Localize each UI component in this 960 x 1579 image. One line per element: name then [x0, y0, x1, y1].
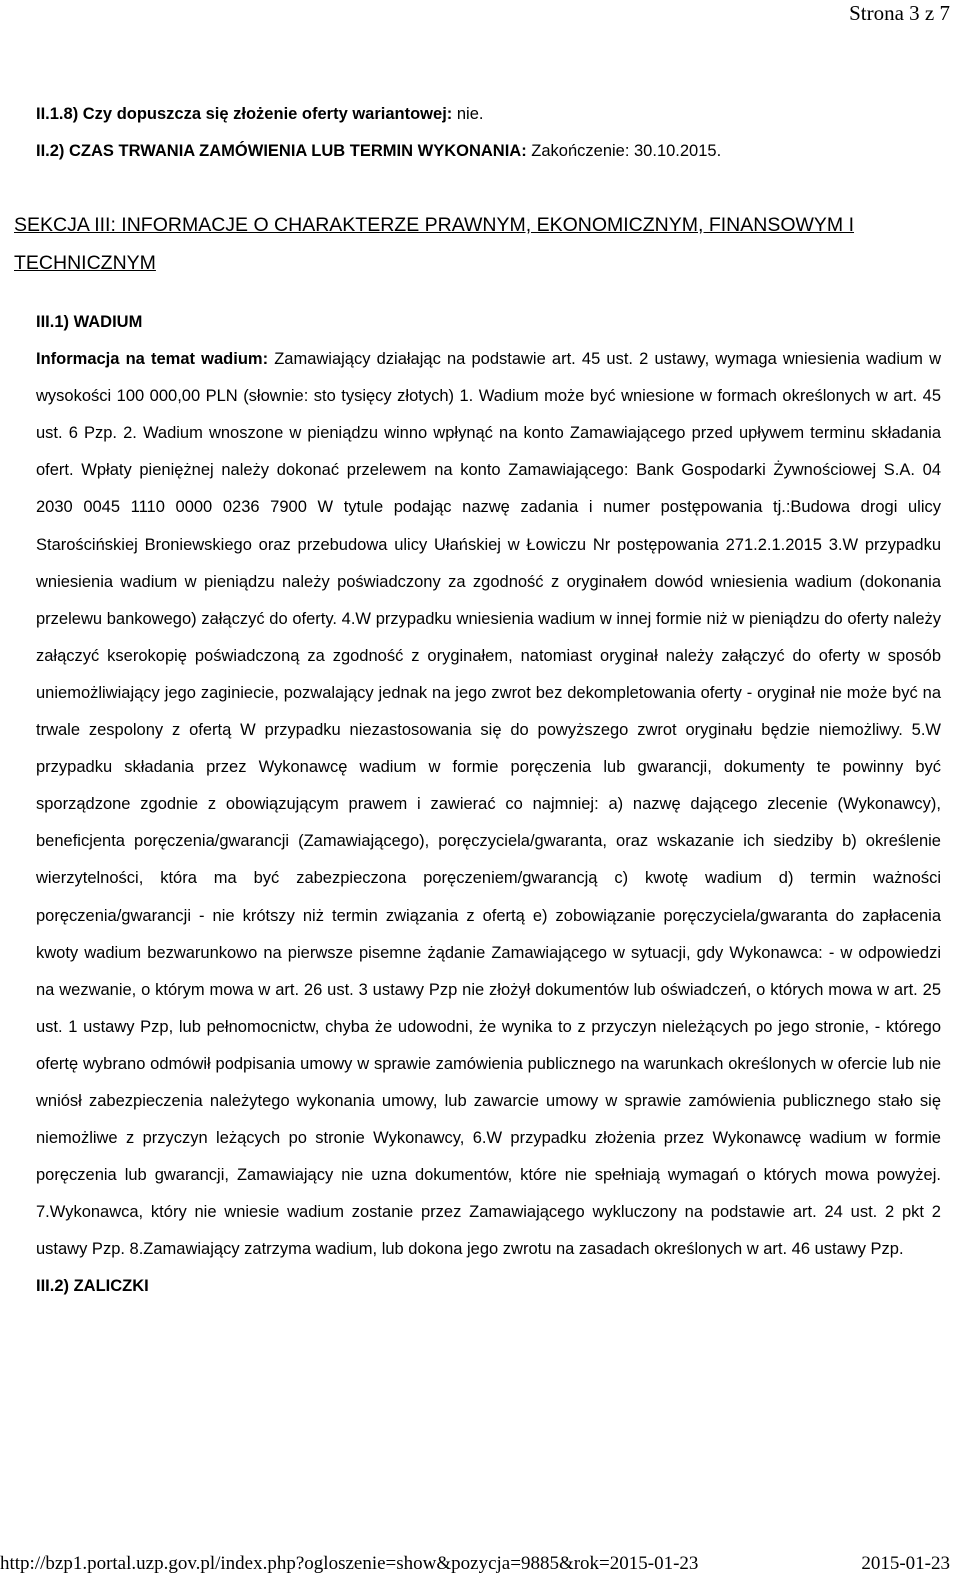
page-indicator: Strona 3 z 7 — [849, 1, 950, 25]
item-ii-2-label: II.2) CZAS TRWANIA ZAMÓWIENIA LUB TERMIN WYKONANIA: — [36, 142, 527, 161]
wadium-info-label: Informacja na temat wadium: — [36, 350, 269, 369]
section-ii — [36, 96, 941, 170]
item-ii-1-8-label: II.1.8) Czy dopuszcza się złożenie oferty wariantowej: — [36, 105, 453, 123]
wadium-info — [36, 341, 941, 1268]
wadium-info-text: Zamawiający działając na podstawie art. 45 ust. 2 ustawy, wymaga wniesienia wadium w wysokości 100 000,00 PLN (słownie: sto tysięcy złotych) 1. Wadium może być wniesione w formach określonych w art. 45 ust. 6 Pzp. 2. Wadium wnoszone w pieniądzu winno wpłynąć na konto Zamawiającego przed upływem terminu składania ofert. Wpłaty pieniężnej należy dokonać przelewem na konto Zamawiającego: Bank Gospodarki Żywnościowej S.A. 04 2030 0045 1110 0000 0236 7900 W tytule podając nazwę zadania i numer postępowania tj.:Budowa drogi ulicy Starościńskiej Broniewskiego oraz przebudowa ulicy Ułańskiej w Łowiczu Nr postępowania 271.2.1.2015 3.W przypadku wniesienia wadium w pieniądzu należy poświadczony za zgodność z oryginałem dowód wniesienia wadium (dokonania przelewu bankowego) załączyć do oferty. 4.W przypadku wniesienia wadium w innej formie niż w pieniądzu do oferty należy załączyć kserokopię poświadczoną za zgodność z oryginałem, natomiast oryginał należy załączyć do oferty w sposób uniemożliwiający jego zaginiecie, pozwalający jednak na jego zwrot bez dekompletowania oferty - oryginał nie może być na trwale zespolony z ofertą W przypadku niezastosowania się do powyższego zwrot oryginału będzie niemożliwy. 5.W przypadku składania przez Wykonawcę wadium w formie poręczenia lub gwarancji, dokumenty te powinny być sporządzone zgodnie z obowiązującym prawem i zawierać co najmniej: a) nazwę dającego zlecenie (Wykonawcy), beneficjenta poręczenia/gwarancji (Zamawiającego), poręczyciela/gwaranta, oraz wskazanie ich siedziby b) określenie wierzytelności, która ma być zabezpieczona poręczeniem/gwarancją c) kwotę wadium d) termin ważności poręczenia/gwarancji - nie krótszy niż termin związania z ofertą e) zobowiązanie poręczyciela/gwaranta do zapłacenia kwoty wadium bezwarunkowo na pierwsze pisemne żądanie Zamawiającego w sytuacji, gdy Wykonawca: - w odpowiedzi na wezwanie, o którym mowa w art. 26 ust. 3 ustawy Pzp nie złożył dokumentów lub oświadczeń, o których mowa w art. 25 ust. 1 ustawy Pzp, lub pełnomocnictw, chyba że udowodni, że wynika to z przyczyn nieleżących po jego stronie, - którego ofertę wybrano odmówił podpisania umowy w sprawie zamówienia publicznego na warunkach określonych w ofercie lub nie wniósł zabezpieczenia należytego wykonania umowy, lub zawarcie umowy w sprawie zamówienia publicznego stało się niemożliwe z przyczyn leżących po stronie Wykonawcy, 6.W przypadku złożenia przez Wykonawcę wadium w formie poręczenia lub gwarancji, Zamawiający nie uzna dokumentów, które nie spełniają wymagań o których mowa powyżej. 7.Wykonawca, który nie wniesie wadium zostanie przez Zamawiającego wykluczony na podstawie art. 24 ust. 2 pkt 2 ustawy Pzp. 8.Zamawiający zatrzyma wadium, lub dokona jego zwrotu na zasadach określonych w art. 46 ustawy Pzp. — [36, 350, 941, 1259]
section-iii-body — [36, 304, 941, 1306]
section-iii-title: SEKCJA III: INFORMACJE O CHARAKTERZE PRAWNYM, EKONOMICZNYM, FINANSOWYM I TECHNICZNYM — [14, 214, 855, 274]
item-ii-2-value: Zakończenie: 30.10.2015. — [526, 142, 722, 161]
footer-date: 2015-01-23 — [861, 1553, 950, 1574]
item-ii-2 — [36, 133, 941, 170]
item-ii-1-8-value: nie. — [452, 105, 484, 123]
wadium-heading: III.1) WADIUM — [36, 313, 143, 331]
footer-url: http://bzp1.portal.uzp.gov.pl/index.php?ogloszenie=show&pozycja=9885&rok=2015-01-23 — [0, 1553, 699, 1574]
item-ii-1-8 — [36, 96, 941, 133]
zaliczki-heading: III.2) ZALICZKI — [36, 1277, 149, 1296]
